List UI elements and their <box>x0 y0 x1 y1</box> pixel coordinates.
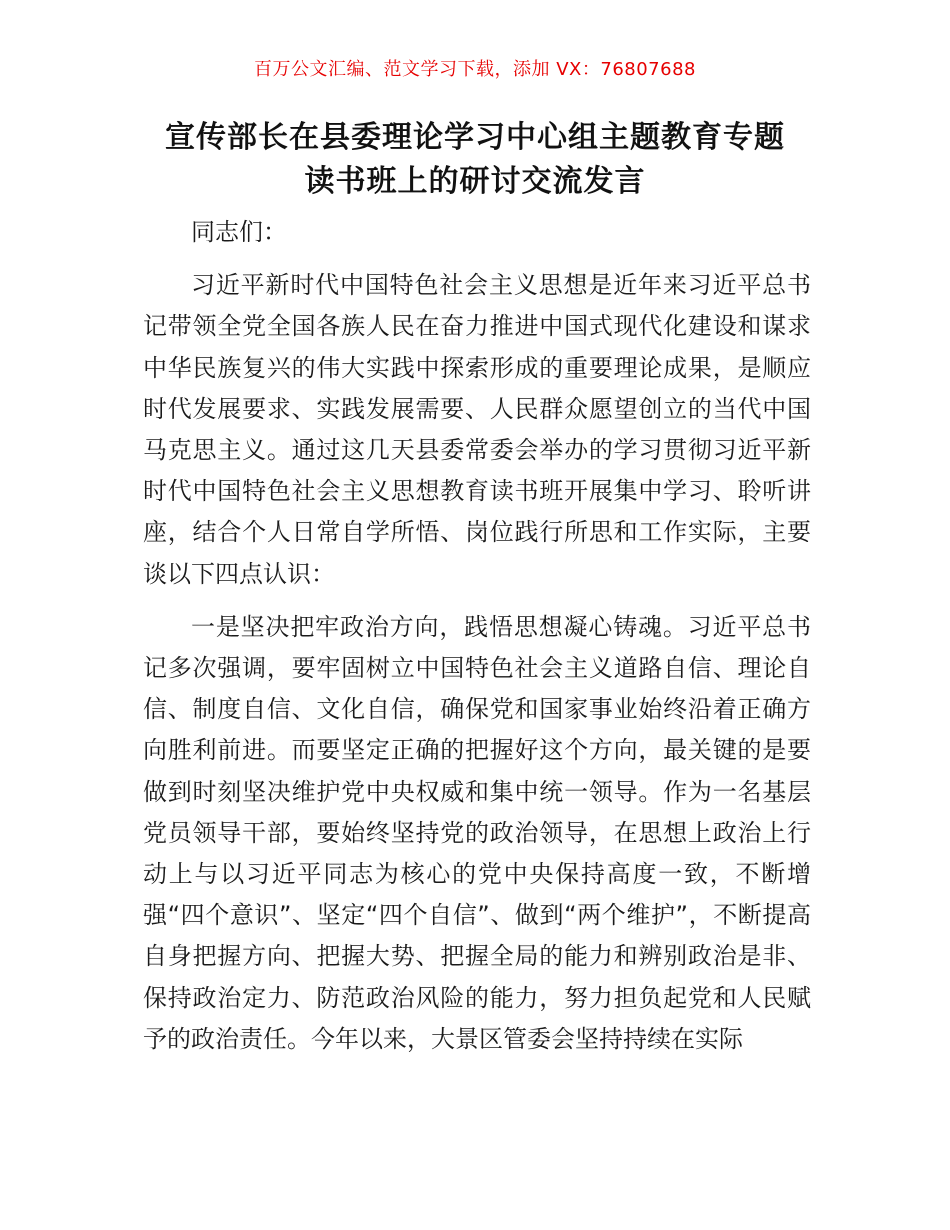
document-body <box>143 212 811 1072</box>
watermark-header: 百万公文汇编、范文学习下载，添加 VX：76807688 <box>254 59 696 80</box>
title-line-2: 读书班上的研讨交流发言 <box>304 164 646 199</box>
paragraph-point-one: 一是坚决把牢政治方向，践悟思想凝心铸魂。习近平总书记多次强调，要牢固树立中国特色社会主义道路自信、理论自信、制度自信、文化自信，确保党和国家事业始终沿着正确方向胜利前进。而要坚定正确的把握好这个方向，最关键的是要做到时刻坚决维护党中央权威和集中统一领导。作为一名基层党员领导干部，要始终坚持党的政治领导，在思想上政治上行动上与以习近平同志为核心的党中央保持高度一致，不断增强“四个意识”、坚定“四个自信”、做到“两个维护”，不断提高自身把握方向、把握大势、把握全局的能力和辨别政治是非、保持政治定力、防范政治风险的能力，努力担负起党和人民赋予的政治责任。今年以来，大景区管委会坚持持续在实际 <box>143 612 811 1053</box>
paragraph-intro: 习近平新时代中国特色社会主义思想是近年来习近平总书记带领全党全国各族人民在奋力推进中国式现代化建设和谋求中华民族复兴的伟大实践中探索形成的重要理论成果，是顺应时代发展要求、实践发展需要、人民群众愿望创立的当代中国马克思主义。通过这几天县委常委会举办的学习贯彻习近平新时代中国特色社会主义思想教育读书班开展集中学习、聆听讲座，结合个人日常自学所悟、岗位践行所思和工作实际，主要谈以下四点认识： <box>143 271 811 588</box>
document-title <box>100 116 850 204</box>
title-line-1: 宣传部长在县委理论学习中心组主题教育专题 <box>165 120 785 155</box>
salutation: 同志们： <box>191 218 287 246</box>
